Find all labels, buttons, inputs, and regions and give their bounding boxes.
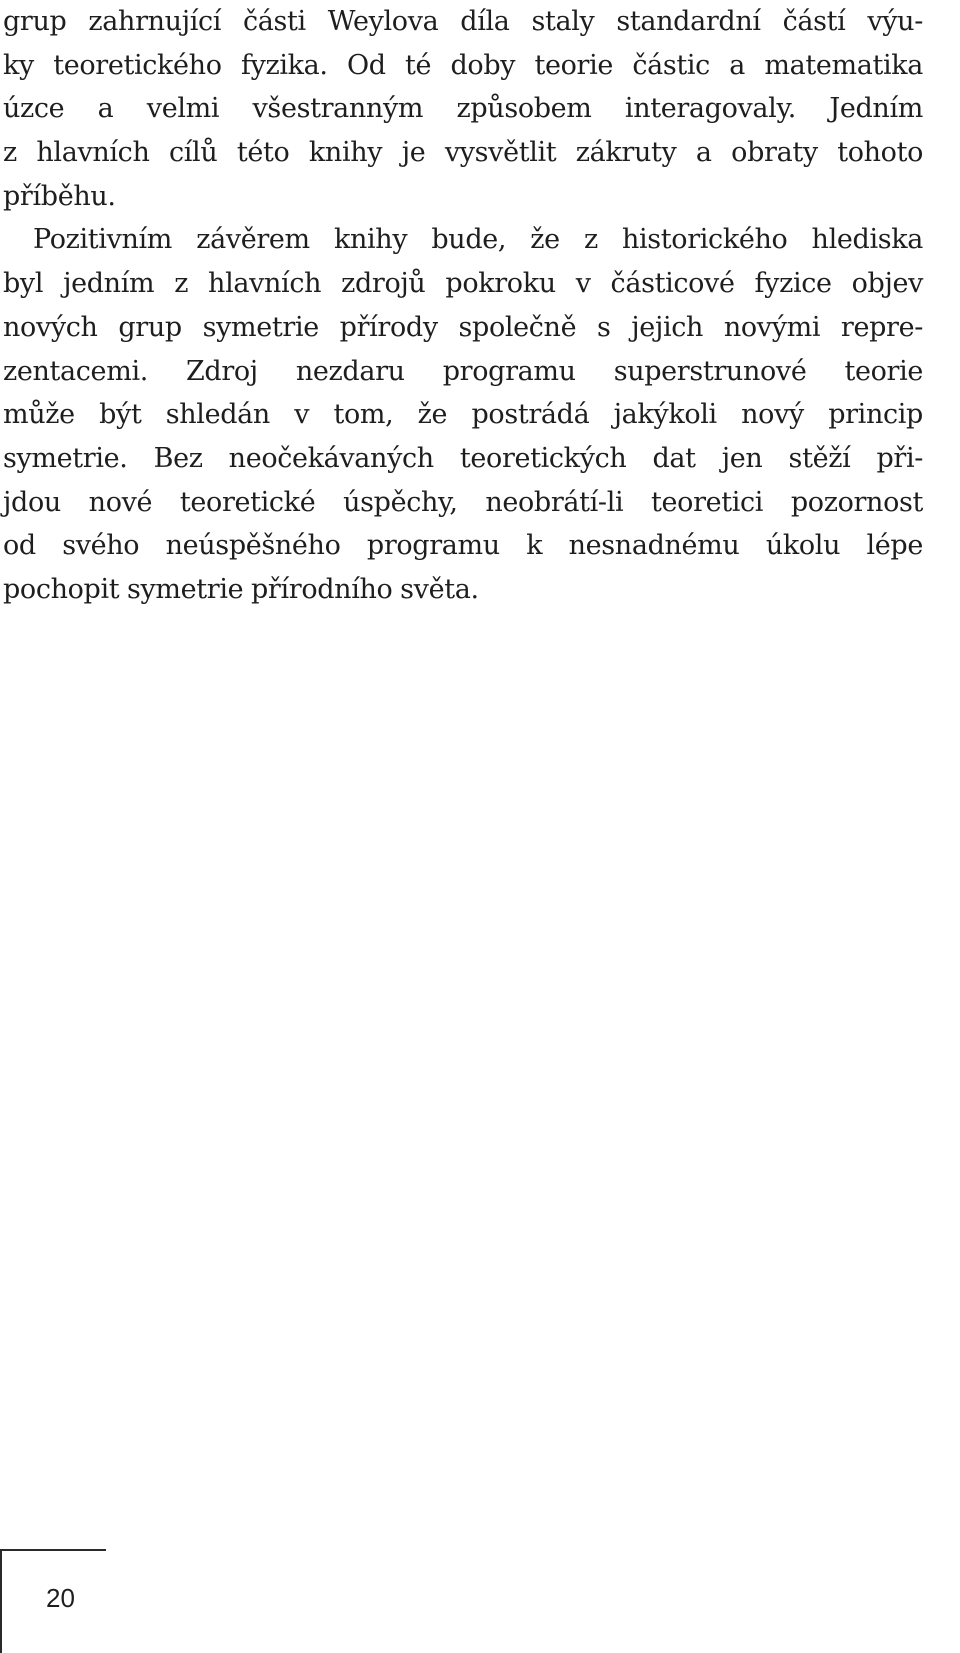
body-text xyxy=(3,0,923,612)
text-line: z hlavních cílů této knihy je vysvětlit zákruty a obraty tohoto xyxy=(3,137,923,169)
folio-rule-vertical xyxy=(0,1549,2,1653)
text-line: byl jedním z hlavních zdrojů pokroku v částicové fyzice objev xyxy=(3,268,923,300)
page-number: 20 xyxy=(46,1583,75,1613)
text-line: Pozitivním závěrem knihy bude, že z historického hlediska xyxy=(33,224,923,256)
text-line: grup zahrnující části Weylova díla staly standardní částí výu- xyxy=(3,6,923,37)
text-line: pochopit symetrie přírodního světa. xyxy=(3,573,479,605)
text-line: nových grup symetrie přírody společně s jejich novými repre- xyxy=(3,311,923,343)
text-line: příběhu. xyxy=(3,180,116,212)
text-line: symetrie. Bez neočekávaných teoretických dat jen stěží při- xyxy=(3,442,923,474)
text-line: zentacemi. Zdroj nezdaru programu superstrunové teorie xyxy=(3,355,923,387)
text-line: od svého neúspěšného programu k nesnadnému úkolu lépe xyxy=(3,530,923,562)
text-line: může být shledán v tom, že postrádá jakýkoli nový princip xyxy=(3,399,923,431)
text-line: ky teoretického fyzika. Od té doby teorie částic a matematika xyxy=(3,49,923,81)
text-line: úzce a velmi všestranným způsobem interagovaly. Jedním xyxy=(3,93,923,125)
folio-rule-horizontal xyxy=(0,1549,106,1551)
text-line: jdou nové teoretické úspěchy, neobrátí-li teoretici pozornost xyxy=(3,486,923,518)
